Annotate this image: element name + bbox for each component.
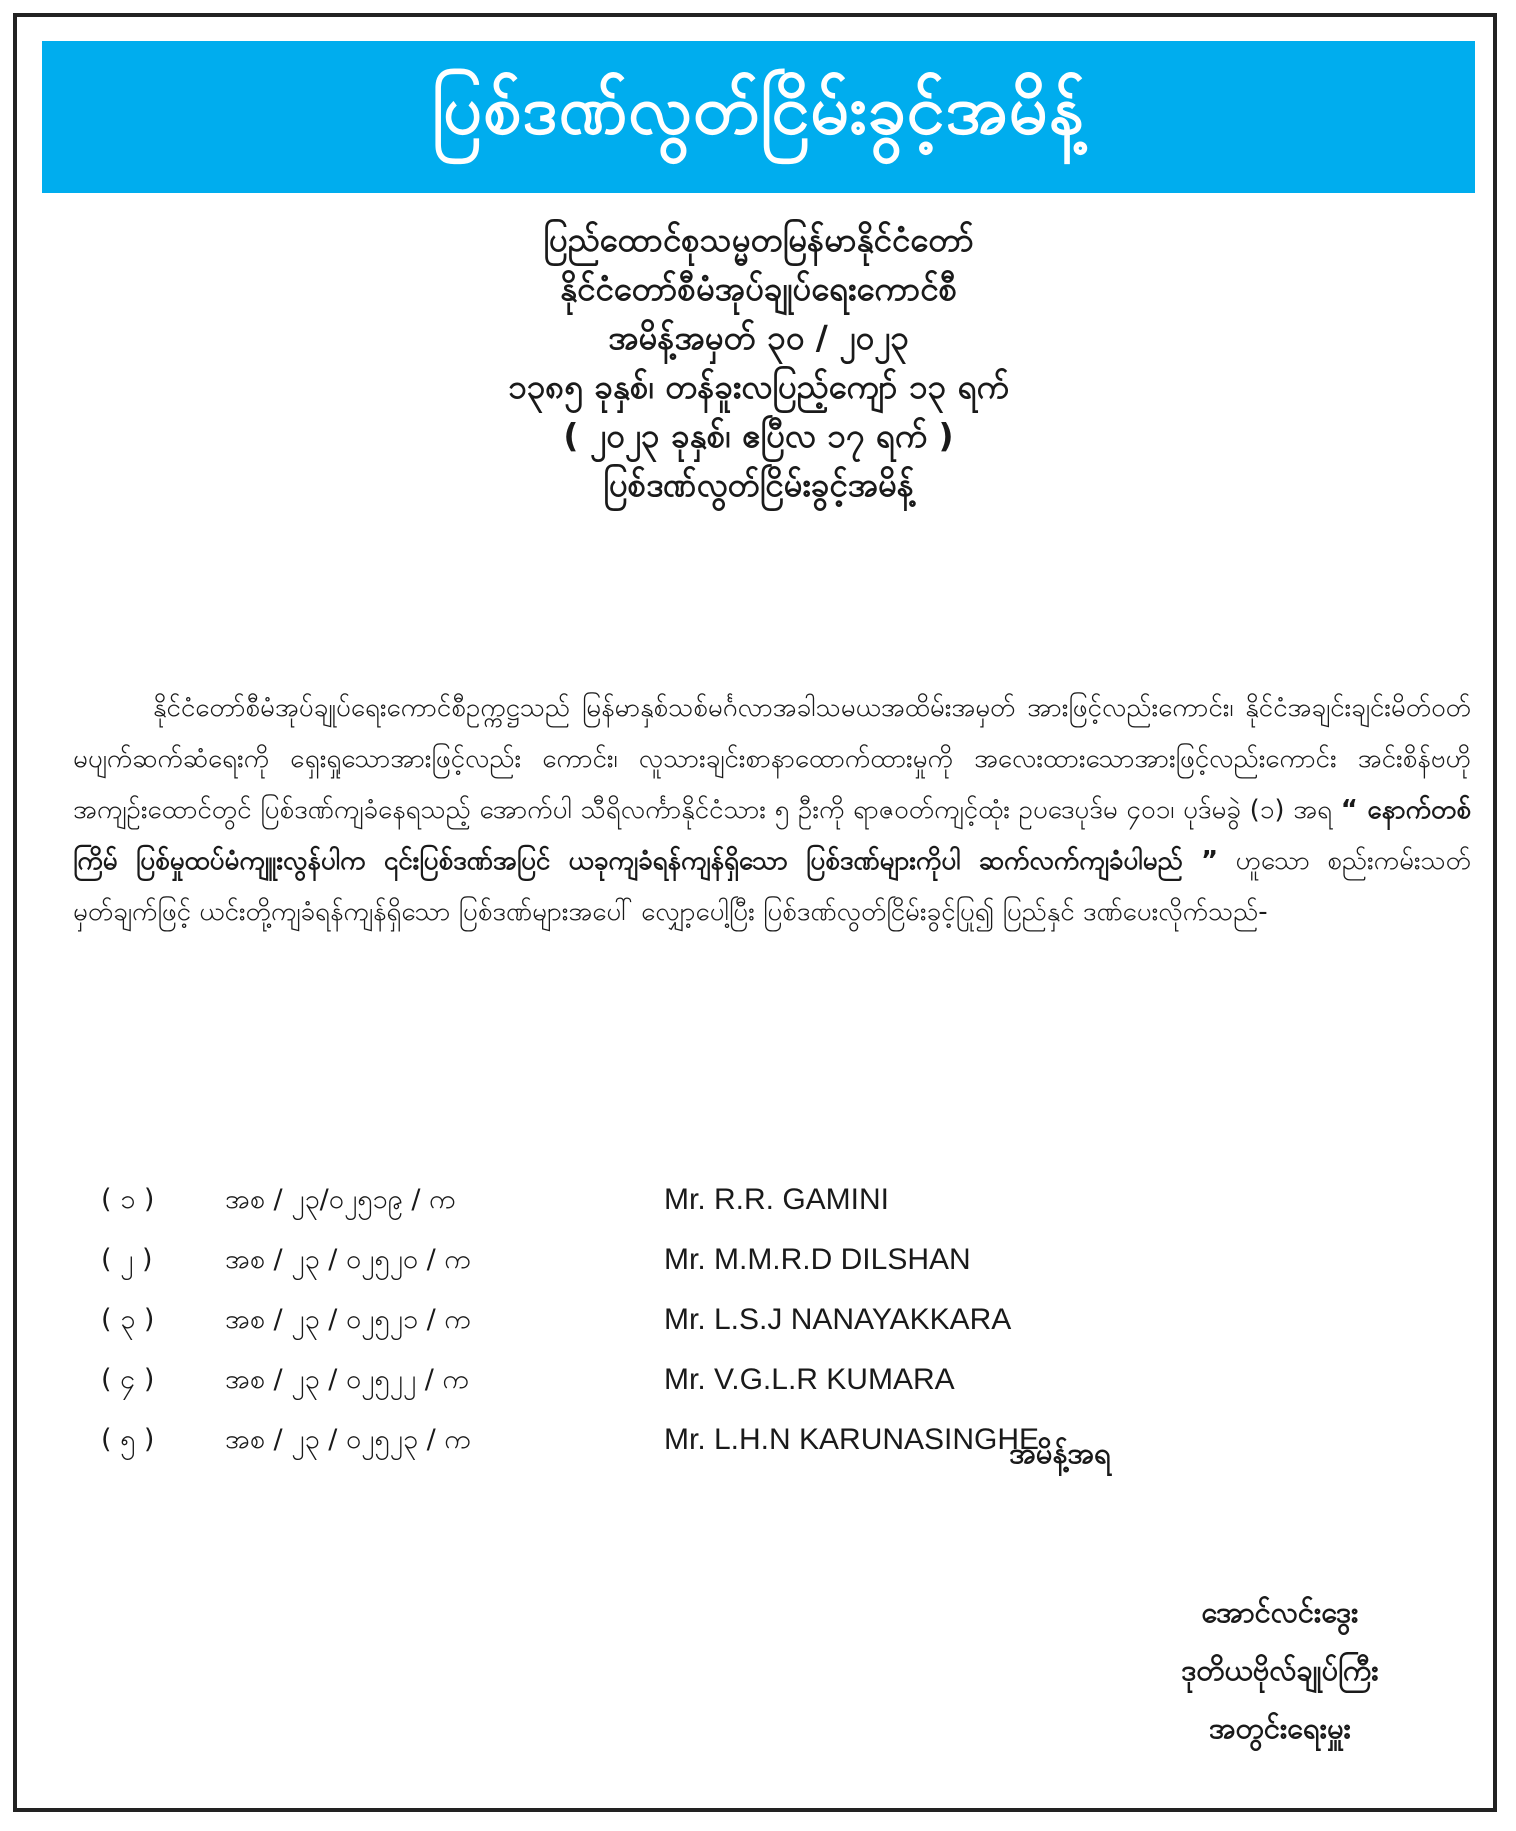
myanmar-date: ၁၃၈၅ ခုနှစ်၊ တန်ခူးလပြည့်ကျော် ၁၃ ရက် — [508, 367, 1009, 406]
prisoner-name: Mr. M.M.R.D DILSHAN — [664, 1243, 971, 1276]
order-subtitle: ပြစ်ဒဏ်လွတ်ငြိမ်းခွင့်အမိန့် — [603, 465, 914, 504]
order-body-paragraph — [73, 683, 1471, 938]
list-item — [73, 1230, 1471, 1290]
list-item-number: ( ၁ ) — [101, 1184, 155, 1215]
list-item — [73, 1170, 1471, 1230]
prisoner-code: အစ / ၂၃ / ၀၂၅၂၂ / က — [225, 1364, 469, 1395]
country-name: ပြည်ထောင်စုသမ္မတမြန်မာနိုင်ငံတော် — [543, 220, 974, 259]
by-order-label: အမိန့်အရ — [1009, 1436, 1111, 1470]
order-number: အမိန့်အမှတ် ၃၀ / ၂၀၂၃ — [608, 318, 909, 357]
prisoner-name: Mr. V.G.L.R KUMARA — [664, 1363, 955, 1396]
signatory-rank: ဒုတိယဗိုလ်ချုပ်ကြီး — [1181, 1653, 1379, 1687]
signature-block — [1130, 1583, 1430, 1757]
prisoner-code: အစ / ၂၃ / ၀၂၅၂၁ / က — [225, 1304, 471, 1335]
list-item — [73, 1410, 1471, 1470]
prisoner-list — [73, 1170, 1471, 1470]
list-item-number: ( ၃ ) — [101, 1304, 155, 1335]
council-name: နိုင်ငံတော်စီမံအုပ်ချုပ်ရေးကောင်စီ — [559, 269, 958, 308]
prisoner-name: Mr. L.S.J NANAYAKKARA — [664, 1303, 1012, 1336]
prisoner-code: အစ / ၂၃ / ၀၂၅၂၀ / က — [225, 1244, 471, 1275]
title-banner — [42, 41, 1475, 193]
prisoner-code: အစ / ၂၃ / ၀၂၅၂၃ / က — [225, 1424, 471, 1455]
list-item-number: ( ၅ ) — [101, 1424, 155, 1455]
prisoner-code: အစ / ၂၃/၀၂၅၁၉ / က — [225, 1184, 456, 1215]
gregorian-date: ( ၂၀၂၃ ခုနှစ်၊ ဧပြီလ ၁၇ ရက် ) — [563, 416, 954, 455]
banner-title: ပြစ်ဒဏ်လွတ်ငြိမ်းခွင့်အမိန့် — [431, 71, 1086, 150]
list-item-number: ( ၄ ) — [101, 1364, 155, 1395]
list-item — [73, 1350, 1471, 1410]
prisoner-name: Mr. R.R. GAMINI — [664, 1183, 889, 1216]
signatory-name: အောင်လင်းဒွေး — [1201, 1595, 1359, 1629]
body-text-part1: နိုင်ငံတော်စီမံအုပ်ချုပ်ရေးကောင်စီဥက္ကဋ္ဌသည် မြန်မာနှစ်သစ်မင်္ဂလာအခါသမယအထိမ်းအမှတ် အားဖြင့်လည်းကောင်း၊ နိုင်ငံအချင်းချင်းမိတ်ဝတ်မပျက်ဆက်ဆံရေးကို ရှေးရှုသောအားဖြင့်လည်း ကောင်း၊ လူသားချင်းစာနာထောက်ထားမှုကို အလေးထားသောအားဖြင့်လည်းကောင်း အင်းစိန်ဗဟို အကျဉ်းထောင်တွင် ပြစ်ဒဏ်ကျခံနေရသည့် အောက်ပါ သီရိလင်္ကာနိုင်ငံသား ၅ ဦးကို ရာဇဝတ်ကျင့်ထုံး ဥပဒေပုဒ်မ ၄၀၁၊ ပုဒ်မခွဲ (၁) အရ — [73, 693, 1471, 825]
signatory-title: အတွင်းရေးမှူး — [1209, 1711, 1351, 1745]
prisoner-name: Mr. L.H.N KARUNASINGHE — [664, 1423, 1040, 1456]
body-text-part2: ဟူသော စည်းကမ်းသတ်မှတ်ချက်ဖြင့် ယင်းတို့ကျခံရန်ကျန်ရှိသော ပြစ်ဒဏ်များအပေါ် လျှော့ပေါ့ပြီး ပြစ်ဒဏ်လွတ်ငြိမ်းခွင့်ပြု၍ ပြည်နှင် ဒဏ်ပေးလိုက်သည်- — [73, 846, 1471, 927]
list-item — [73, 1290, 1471, 1350]
list-item-number: ( ၂ ) — [101, 1244, 153, 1275]
body-condition-quote: “ နောက်တစ်ကြိမ် ပြစ်မှုထပ်မံကျူးလွန်ပါက ၎င်းပြစ်ဒဏ်အပြင် ယခုကျခံရန်ကျန်ရှိသော ပြစ်ဒဏ်များကိုပါ ဆက်လက်ကျခံပါမည် ” — [73, 795, 1471, 876]
order-header — [42, 215, 1475, 509]
